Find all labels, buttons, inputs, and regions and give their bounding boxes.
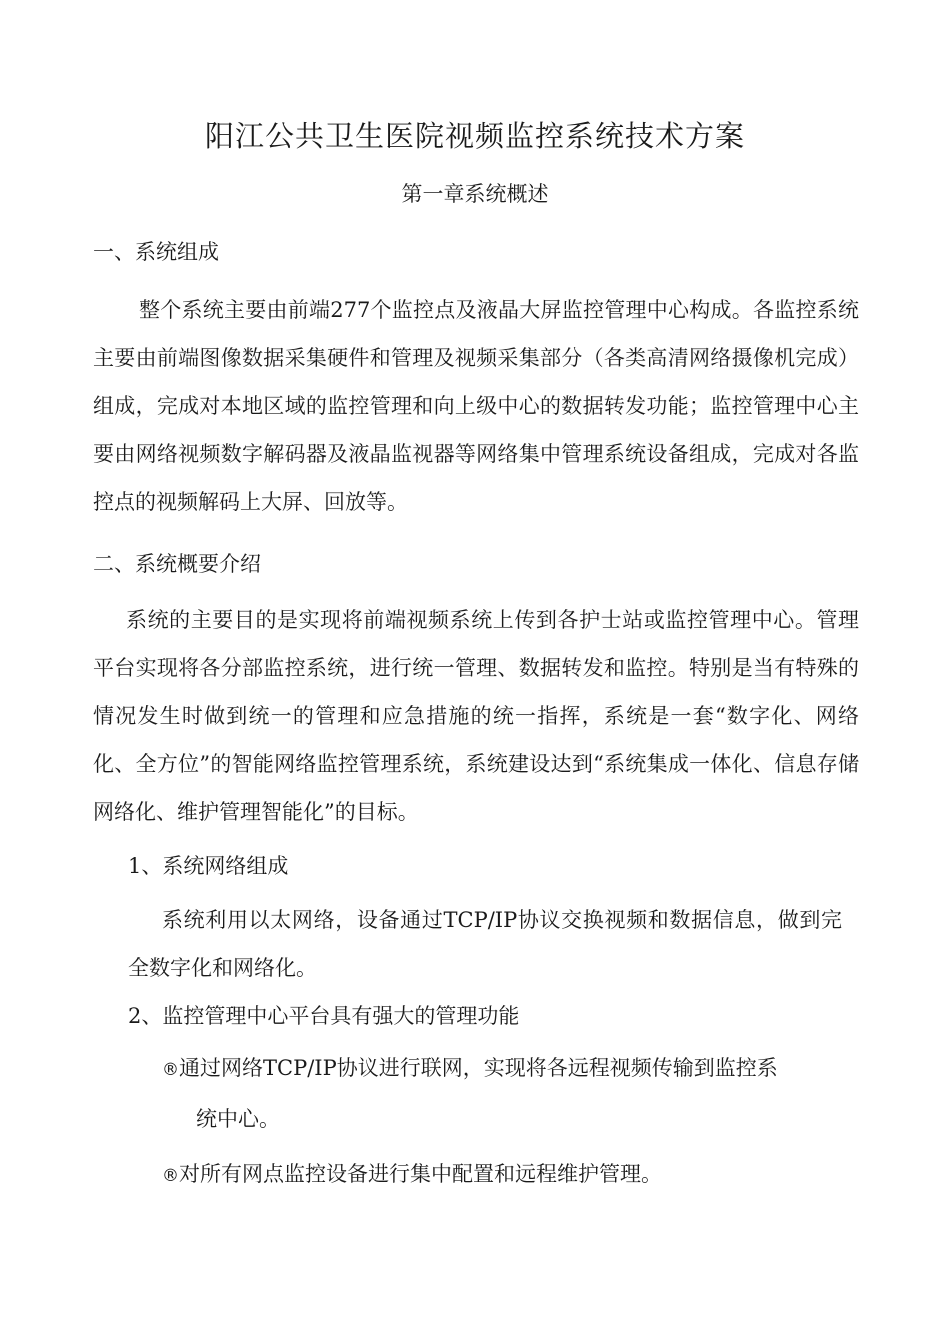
- paragraph-system-composition: 整个系统主要由前端277个监控点及液晶大屏监控管理中心构成。各监控系统主要由前端图像数据采集硬件和管理及视频采集部分（各类高清网络摄像机完成）组成，完成对本地区域的监控管理和向上级中心的数据转发功能；监控管理中心主要由网络视频数字解码器及液晶监视器等网络集中管理系统设备组成，完成对各监控点的视频解码上大屏、回放等。: [93, 298, 859, 514]
- paragraph-network: 系统利用以太网络，设备通过TCP/IP协议交换视频和数据信息，做到完全数字化和网络化。: [128, 908, 842, 980]
- section-heading-system-composition: 一、系统组成: [93, 240, 219, 264]
- bullet-text: 对所有网点监控设备进行集中配置和远程维护管理。: [179, 1162, 662, 1186]
- chapter-title: 第一章系统概述: [401, 182, 549, 206]
- document-title: 阳江公共卫生医院视频监控系统技术方案: [204, 119, 745, 153]
- subsection-heading-network: 1、系统网络组成: [128, 854, 289, 878]
- bullet-mark-icon: ®: [162, 1060, 179, 1080]
- paragraph-system-overview: 系统的主要目的是实现将前端视频系统上传到各护士站或监控管理中心。管理平台实现将各分部监控系统，进行统一管理、数据转发和监控。特别是当有特殊的情况发生时做到统一的管理和应急措施的统一指挥，系统是一套“数字化、网络化、全方位”的智能网络监控管理系统，系统建设达到“系统集成一体化、信息存储网络化、维护管理智能化”的目标。: [93, 608, 859, 824]
- section-heading-system-overview: 二、系统概要介绍: [93, 552, 261, 576]
- bullet-item-networking: [162, 1044, 822, 1094]
- bullet-item-maintenance: [162, 1150, 662, 1200]
- subsection-heading-management-center: 2、监控管理中心平台具有强大的管理功能: [128, 1004, 520, 1028]
- bullet-text-line1: 通过网络TCP/IP协议进行联网，实现将各远程视频传输到监控系: [179, 1056, 778, 1080]
- bullet-mark-icon: ®: [162, 1166, 179, 1186]
- bullet-text-line2: 统中心。: [196, 1107, 280, 1131]
